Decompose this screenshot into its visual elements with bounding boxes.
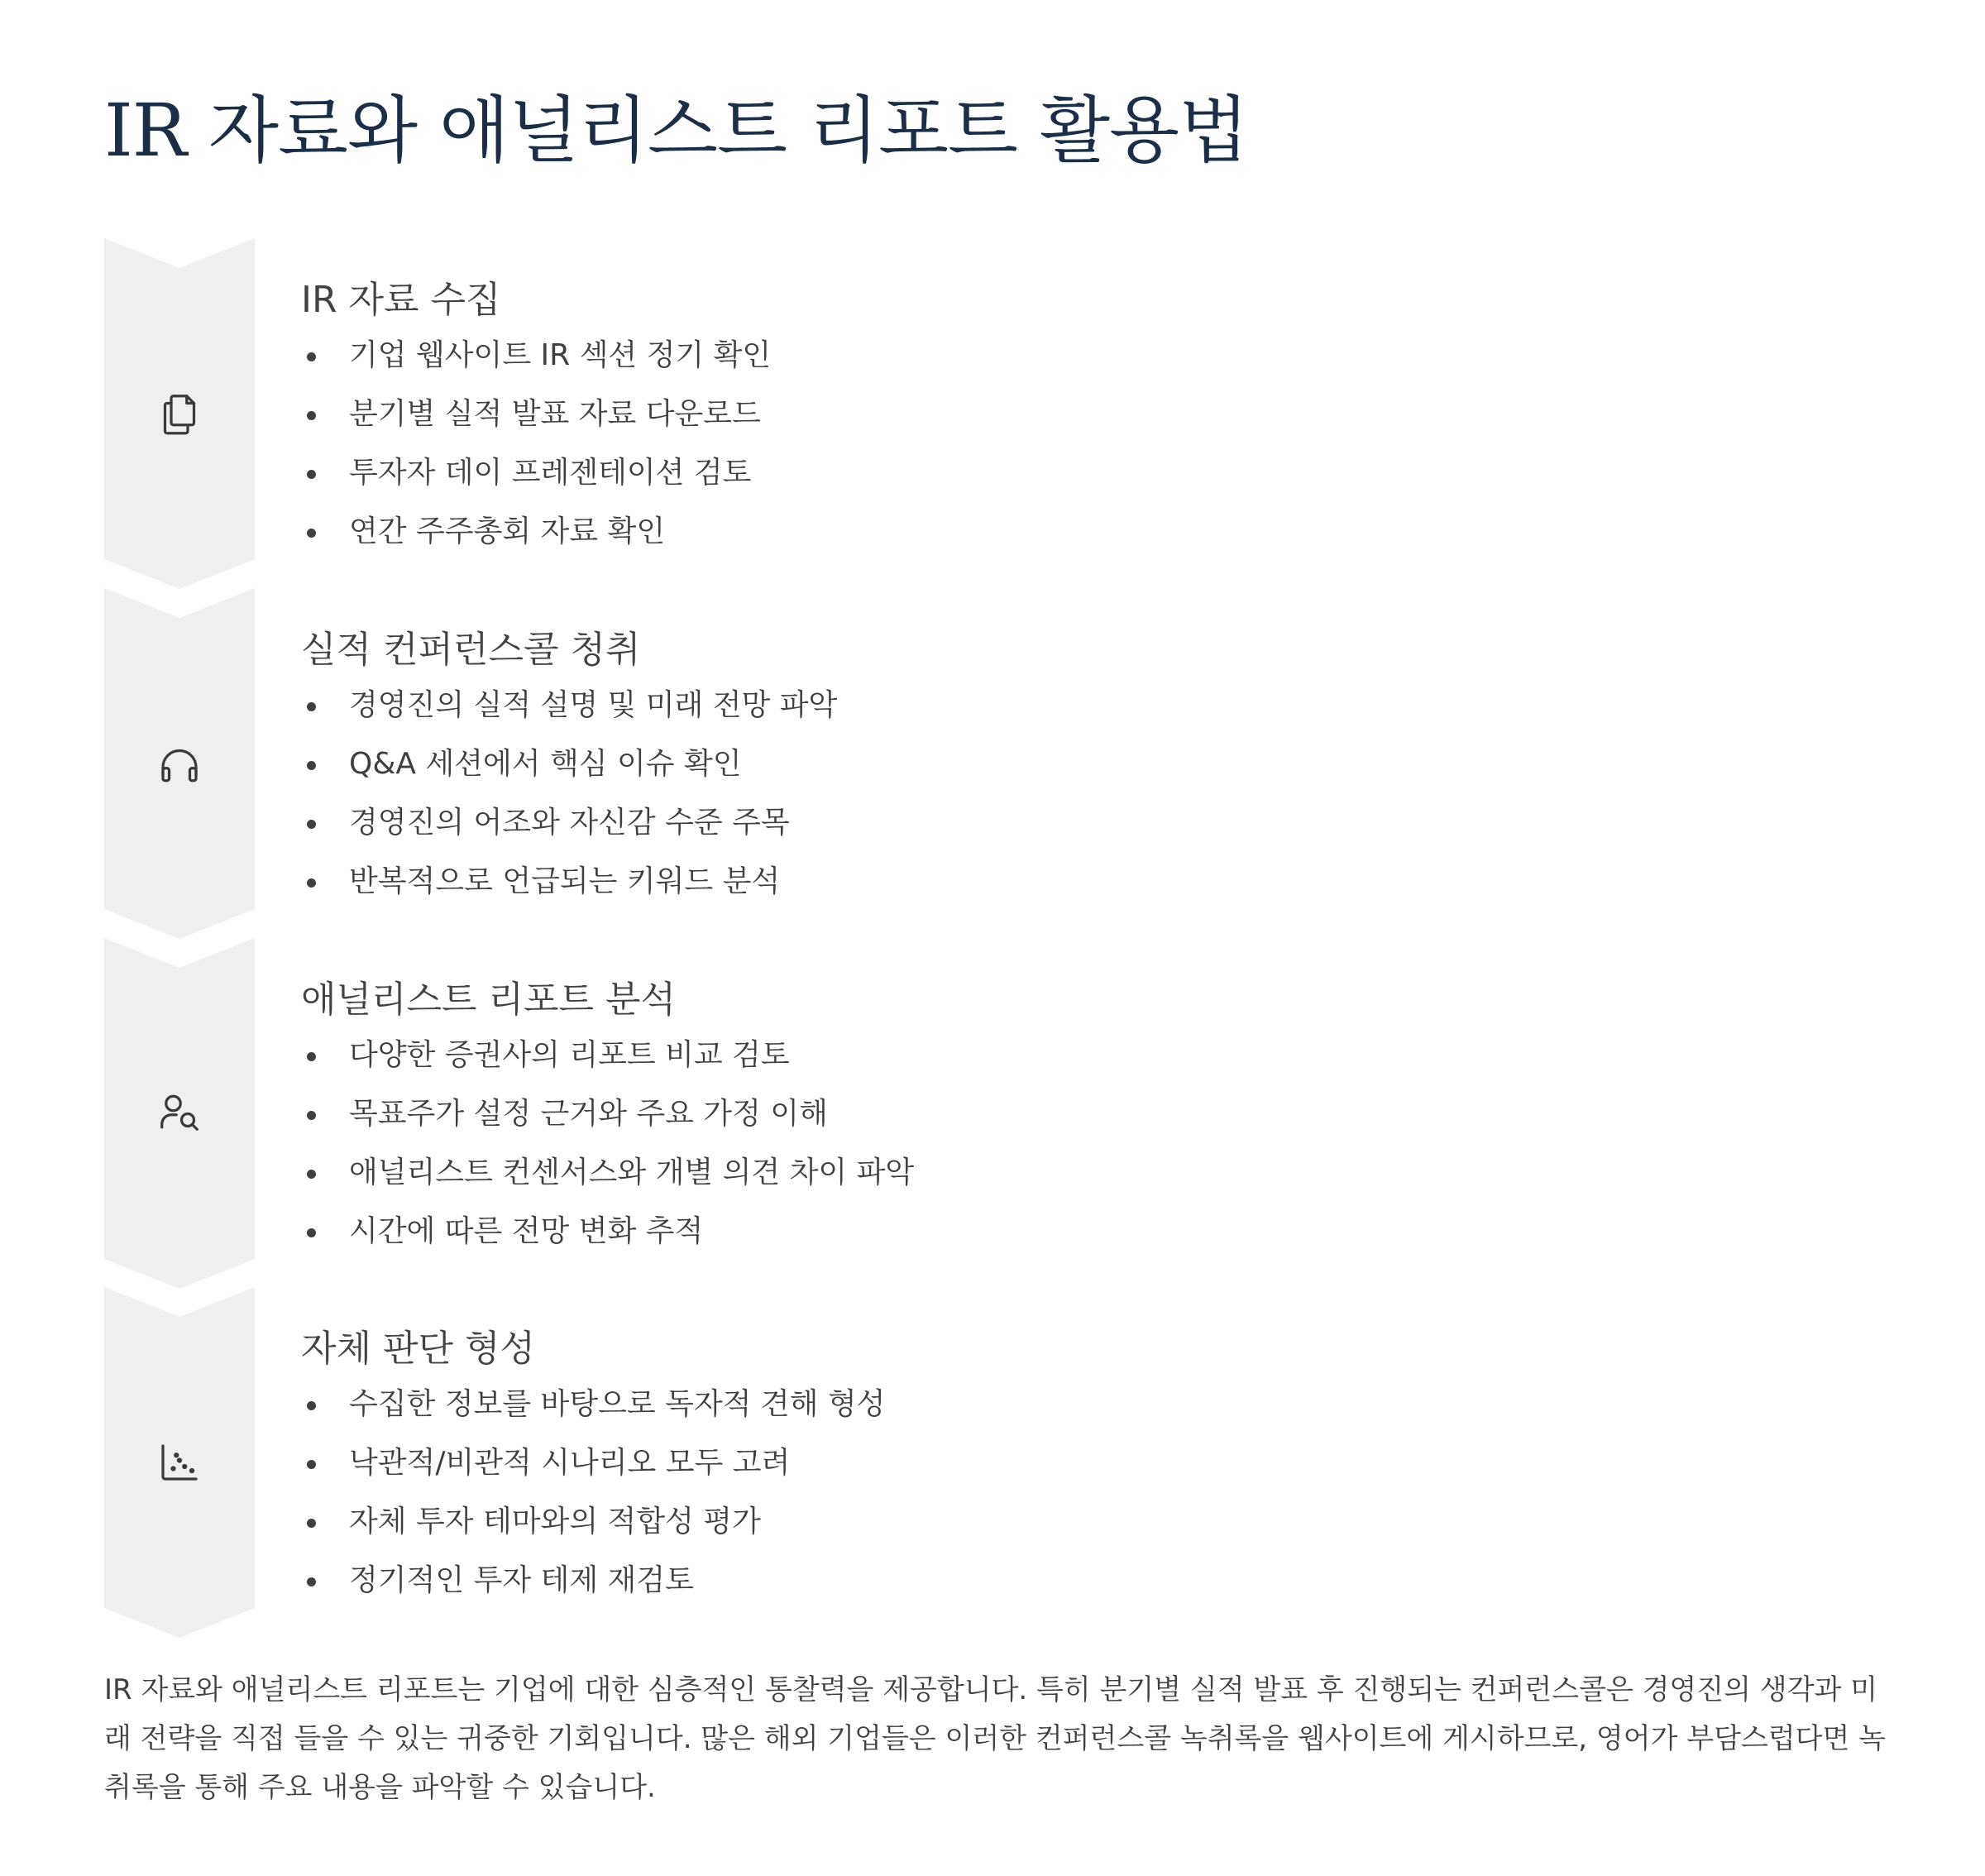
- list-item: 경영진의 어조와 자신감 수준 주목: [301, 793, 837, 852]
- step-analyst-report: [104, 938, 1593, 1289]
- step-ir-collection: [104, 238, 1593, 589]
- list-item: 정기적인 투자 테제 재검토: [301, 1551, 885, 1610]
- step-earnings-call: [104, 588, 1593, 939]
- list-item: 낙관적/비관적 시나리오 모두 고려: [301, 1433, 885, 1492]
- bullet-list: [301, 676, 837, 911]
- step-title: 자체 판단 형성: [301, 1328, 535, 1370]
- user-search-icon: [155, 1087, 204, 1137]
- list-item: 시간에 따른 전망 변화 추적: [301, 1202, 914, 1261]
- step-title: 실적 컨퍼런스콜 청취: [301, 629, 641, 671]
- list-item: 경영진의 실적 설명 및 미래 전망 파악: [301, 676, 837, 735]
- list-item: 투자자 데이 프레젠테이션 검토: [301, 443, 771, 502]
- bullet-list: [301, 326, 771, 561]
- headphones-icon: [155, 740, 204, 790]
- bullet-list: [301, 1026, 914, 1261]
- list-item: 연간 주주총회 자료 확인: [301, 502, 771, 561]
- list-item: 다양한 증권사의 리포트 비교 검토: [301, 1026, 914, 1084]
- list-item: 애널리스트 컨센서스와 개별 의견 차이 파악: [301, 1143, 914, 1202]
- list-item: 자체 투자 테마와의 적합성 평가: [301, 1492, 885, 1551]
- scatter-chart-icon: [155, 1438, 204, 1487]
- page-title: IR 자료와 애널리스트 리포트 활용법: [104, 88, 1249, 173]
- step-own-judgment: [104, 1287, 1593, 1638]
- list-item: 목표주가 설정 근거와 주요 가정 이해: [301, 1084, 914, 1143]
- summary-paragraph: IR 자료와 애널리스트 리포트는 기업에 대한 심층적인 통찰력을 제공합니다. 특히 분기별 실적 발표 후 진행되는 컨퍼런스콜은 경영진의 생각과 미래 전략을 직접 들을 수 있는 귀중한 기회입니다. 많은 해외 기업들은 이러한 컨퍼런스콜 녹취록을 웹사이트에 게시하므로, 영어가 부담스럽다면 녹취록을 통해 주요 내용을 파악할 수 있습니다.: [104, 1673, 1886, 1804]
- step-title: 애널리스트 리포트 분석: [301, 979, 677, 1021]
- list-item: Q&A 세션에서 핵심 이슈 확인: [301, 735, 837, 793]
- bullet-list: [301, 1375, 885, 1610]
- list-item: 반복적으로 언급되는 키워드 분석: [301, 852, 837, 911]
- documents-icon: [155, 389, 204, 438]
- list-item: 기업 웹사이트 IR 섹션 정기 확인: [301, 326, 771, 385]
- step-title: IR 자료 수집: [301, 279, 501, 321]
- list-item: 수집한 정보를 바탕으로 독자적 견해 형성: [301, 1375, 885, 1433]
- list-item: 분기별 실적 발표 자료 다운로드: [301, 385, 771, 443]
